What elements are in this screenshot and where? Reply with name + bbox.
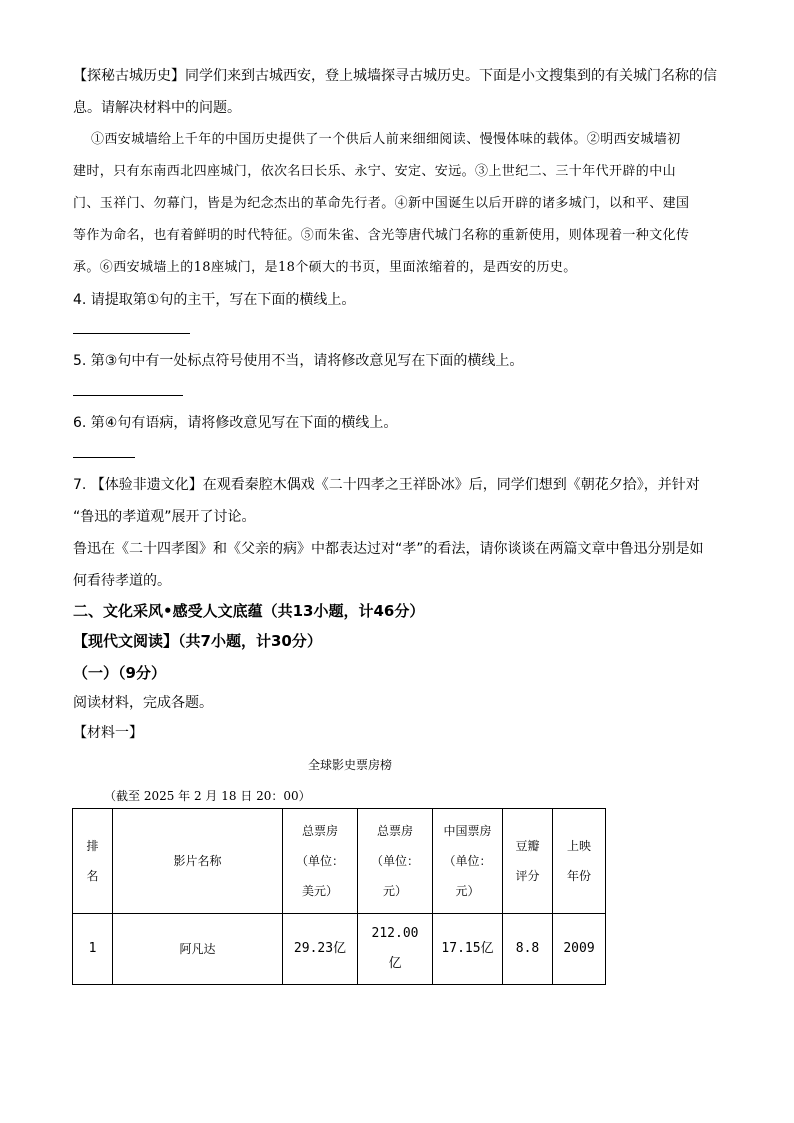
part-one-heading: （一）（9分）: [73, 664, 166, 682]
table-row: [73, 914, 606, 985]
table-note: （截至 2025 年 2 月 18 日 20：00）: [104, 789, 311, 803]
table-header-row: [73, 809, 606, 914]
material-line-3: 门、玉祥门、勿幕门，皆是为纪念杰出的革命先行者。④新中国诞生以后开辟的诸多城门，以和平、建国: [73, 196, 690, 211]
cell-gross-usd: 29.23亿: [283, 914, 358, 985]
intro-line-2: 息。请解决材料中的问题。: [73, 100, 241, 116]
cell-film-name: 阿凡达: [113, 914, 283, 985]
header-gross-usd: 总票房 （单位： 美元）: [283, 809, 358, 914]
answer-line-5[interactable]: [73, 395, 183, 396]
header-china-gross: 中国票房 （单位： 元）: [433, 809, 503, 914]
header-rank: 排 名: [73, 809, 113, 914]
cell-rank: 1: [73, 914, 113, 985]
header-douban-score: 豆瓣 评分: [503, 809, 553, 914]
question-6: 6. 第④句有语病，请将修改意见写在下面的横线上。: [73, 415, 398, 431]
question-7-line-4: 何看待孝道的。: [73, 573, 171, 589]
answer-line-6[interactable]: [73, 457, 135, 458]
intro-line-1: 【探秘古城历史】同学们来到古城西安，登上城墙探寻古城历史。下面是小文搜集到的有关城门名称的信: [73, 68, 717, 84]
header-release-year: 上映 年份: [553, 809, 606, 914]
material-line-2: 建时，只有东南西北四座城门，依次名曰长乐、永宁、安定、安远。③上世纪二、三十年代开辟的中山: [73, 164, 677, 179]
question-5: 5. 第③句中有一处标点符号使用不当，请将修改意见写在下面的横线上。: [73, 353, 524, 369]
header-gross-cny: 总票房 （单位： 元）: [358, 809, 433, 914]
cell-douban-score: 8.8: [503, 914, 553, 985]
table-title: 全球影史票房榜: [308, 758, 393, 772]
cell-gross-cny: 212.00 亿: [358, 914, 433, 985]
material-line-4: 等作为命名，也有着鲜明的时代特征。⑤而朱雀、含光等唐代城门名称的重新使用，则体现着一种文化传: [73, 228, 690, 243]
header-film-name: 影片名称: [113, 809, 283, 914]
question-7-line-2: “鲁迅的孝道观”展开了讨论。: [73, 509, 256, 525]
material-one-label: 【材料一】: [73, 725, 143, 741]
material-line-5: 承。⑥西安城墙上的18座城门，是18个硕大的书页，里面浓缩着的，是西安的历史。: [73, 260, 577, 275]
question-7-line-1: 7. 【体验非遗文化】在观看秦腔木偶戏《二十四孝之王祥卧冰》后，同学们想到《朝花夕拾》，并针对: [73, 477, 700, 493]
cell-release-year: 2009: [553, 914, 606, 985]
box-office-table: [72, 808, 606, 985]
reading-instruction: 阅读材料，完成各题。: [73, 695, 213, 711]
section-2-heading: 二、文化采风•感受人文底蕴（共13小题，计46分）: [73, 602, 425, 620]
answer-line-4[interactable]: [73, 333, 190, 334]
modern-reading-heading: 【现代文阅读】（共7小题，计30分）: [73, 632, 322, 650]
question-4: 4. 请提取第①句的主干，写在下面的横线上。: [73, 292, 356, 308]
question-7-line-3: 鲁迅在《二十四孝图》和《父亲的病》中都表达过对“孝”的看法，请你谈谈在两篇文章中鲁迅分别是如: [73, 541, 704, 557]
material-line-1: ①西安城墙给上千年的中国历史提供了一个供后人前来细细阅读、慢慢体味的载体。②明西安城墙初: [91, 132, 681, 147]
cell-china-gross: 17.15亿: [433, 914, 503, 985]
